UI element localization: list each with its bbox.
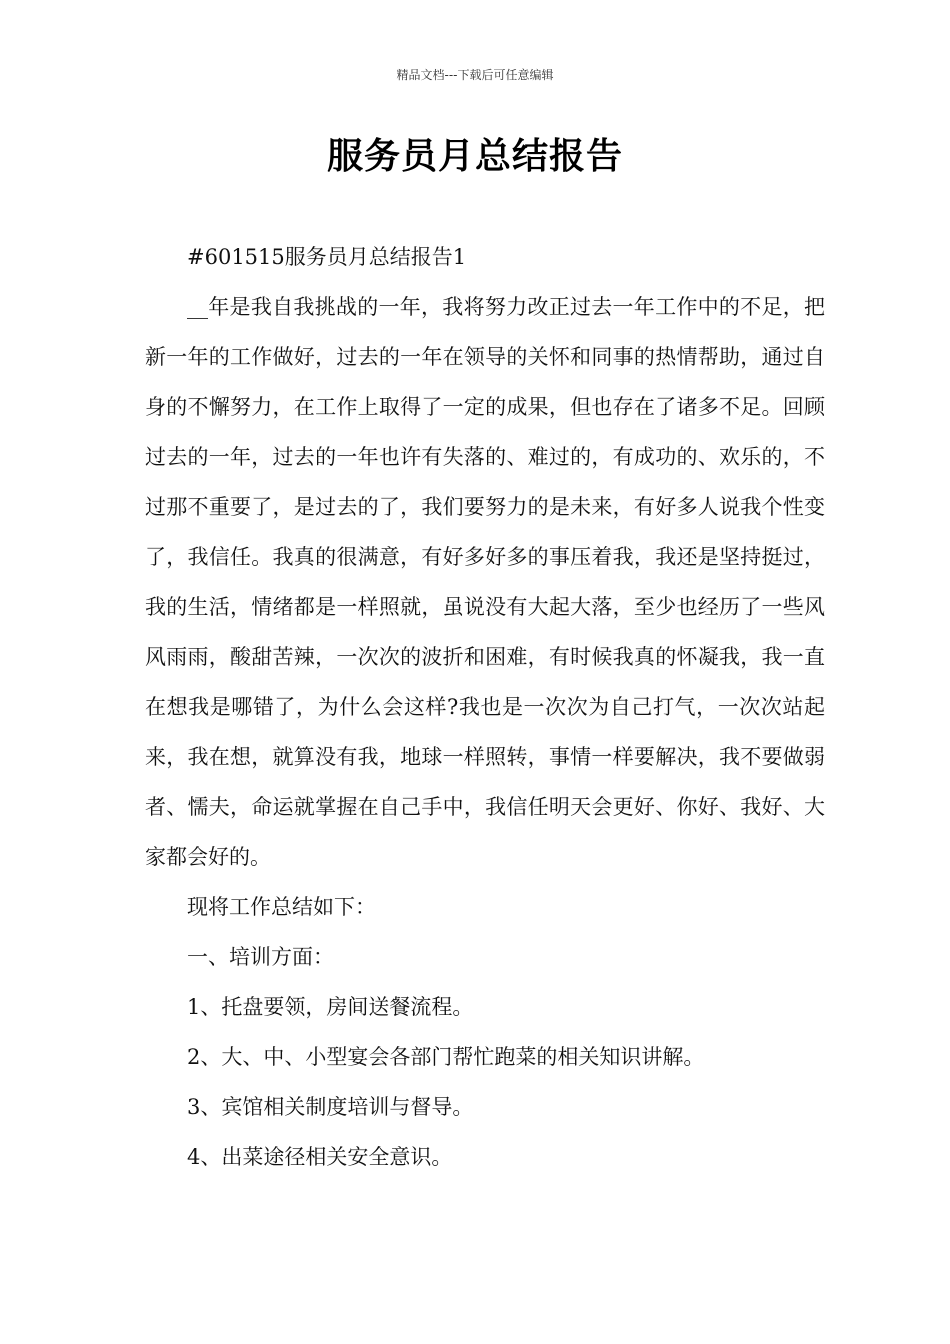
section-subtitle: #601515服务员月总结报告1 (187, 245, 467, 269)
list-item-2: 2、大、中、小型宴会各部门帮忙跑菜的相关知识讲解。 (187, 1045, 705, 1069)
paragraph-training-heading: 一、培训方面： (187, 945, 334, 969)
header-note: 精品文档---下载后可任意编辑 (396, 68, 554, 82)
list-item-4: 4、出菜途径相关安全意识。 (187, 1145, 453, 1169)
paragraph-intro: __年是我自我挑战的一年，我将努力改正过去一年工作中的不足，把新一年的工作做好，过去的一年在领导的关怀和同事的热情帮助，通过自身的不懈努力，在工作上取得了一定的成果，但也存在了诸多不足。回顾过去的一年，过去的一年也许有失落的、难过的，有成功的、欢乐的，不过那不重要了，是过去的了，我们要努力的是未来，有好多人说我个性变了，我信任。我真的很满意，有好多好多的事压着我，我还是坚持挺过，我的生活，情绪都是一样照就，虽说没有大起大落，至少也经历了一些风风雨雨，酸甜苦辣，一次次的波折和困难，有时候我真的怀凝我，我一直在想我是哪错了，为什么会这样?我也是一次次为自己打气，一次次站起来，我在想，就算没有我，地球一样照转，事情一样要解决，我不要做弱者、懦夫，命运就掌握在自己手中，我信任明天会更好、你好、我好、大家都会好的。 (145, 295, 825, 869)
document-title: 服务员月总结报告 (326, 136, 623, 177)
list-item-3: 3、宾馆相关制度培训与督导。 (187, 1095, 474, 1119)
paragraph-summary-lead: 现将工作总结如下： (187, 895, 376, 919)
list-item-1: 1、托盘要领，房间送餐流程。 (187, 995, 474, 1019)
document-body (145, 232, 825, 1182)
